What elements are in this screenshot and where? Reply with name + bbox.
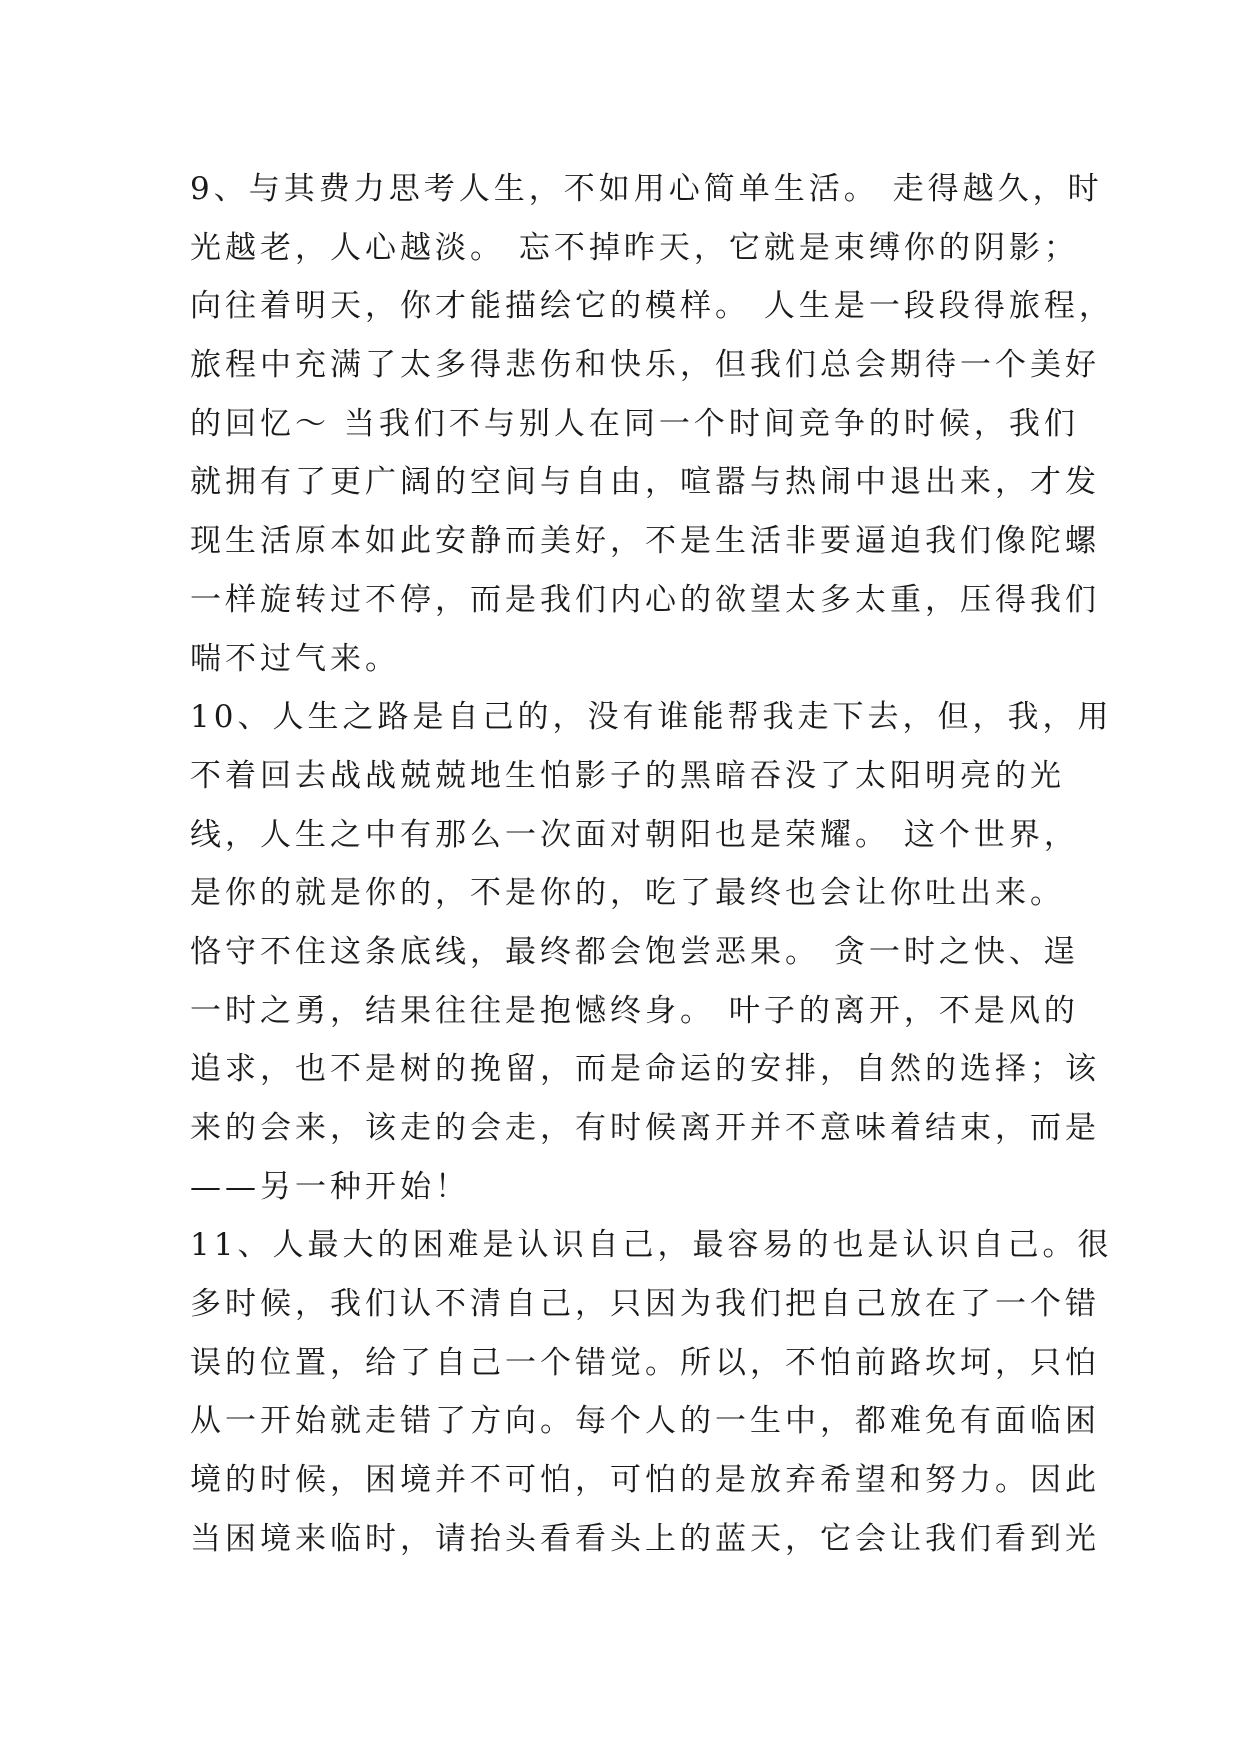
text-line: 当困境来临时，请抬头看看头上的蓝天，它会让我们看到光 [190, 1520, 1100, 1557]
text-line: 旅程中充满了太多得悲伤和快乐，但我们总会期待一个美好 [190, 347, 1100, 384]
text-line: 是你的就是你的，不是你的，吃了最终也会让你吐出来。 [190, 875, 1065, 912]
text-line: ——另一种开始！ [190, 1168, 470, 1205]
text-line: 向往着明天，你才能描绘它的模样。 人生是一段段得旅程， [190, 288, 1114, 325]
text-line: 11、人最大的困难是认识自己，最容易的也是认识自己。很 [190, 1227, 1113, 1264]
text-line: 现生活原本如此安静而美好，不是生活非要逼迫我们像陀螺 [190, 523, 1100, 560]
text-line: 10、人生之路是自己的，没有谁能帮我走下去，但，我，用 [190, 699, 1113, 736]
text-line: 恪守不住这条底线，最终都会饱尝恶果。 贪一时之快、逞 [190, 933, 1079, 970]
text-line: 误的位置，给了自己一个错觉。所以，不怕前路坎坷，只怕 [190, 1344, 1100, 1381]
text-line: 境的时候，困境并不可怕，可怕的是放弃希望和努力。因此 [190, 1462, 1100, 1499]
text-line: 喘不过气来。 [190, 640, 400, 677]
text-line: 就拥有了更广阔的空间与自由，喧嚣与热闹中退出来，才发 [190, 464, 1100, 501]
text-line: 多时候，我们认不清自己，只因为我们把自己放在了一个错 [190, 1286, 1100, 1323]
text-line: 的回忆～ 当我们不与别人在同一个时间竞争的时候，我们 [190, 405, 1079, 442]
text-line: 来的会来，该走的会走，有时候离开并不意味着结束，而是 [190, 1110, 1100, 1146]
text-line: 9、与其费力思考人生，不如用心简单生活。 走得越久，时 [190, 171, 1103, 207]
text-line: 光越老，人心越淡。 忘不掉昨天，它就是束缚你的阴影； [190, 229, 1079, 266]
text-line: 一样旋转过不停，而是我们内心的欲望太多太重，压得我们 [190, 581, 1100, 618]
text-line: 追求，也不是树的挽留，而是命运的安排，自然的选择；该 [190, 1051, 1100, 1088]
body-text [190, 160, 1114, 1569]
text-line: 从一开始就走错了方向。每个人的一生中，都难免有面临困 [190, 1403, 1100, 1440]
text-line: 不着回去战战兢兢地生怕影子的黑暗吞没了太阳明亮的光 [190, 757, 1065, 794]
text-line: 线，人生之中有那么一次面对朝阳也是荣耀。 这个世界， [190, 816, 1079, 853]
text-line: 一时之勇，结果往往是抱憾终身。 叶子的离开，不是风的 [190, 992, 1079, 1029]
